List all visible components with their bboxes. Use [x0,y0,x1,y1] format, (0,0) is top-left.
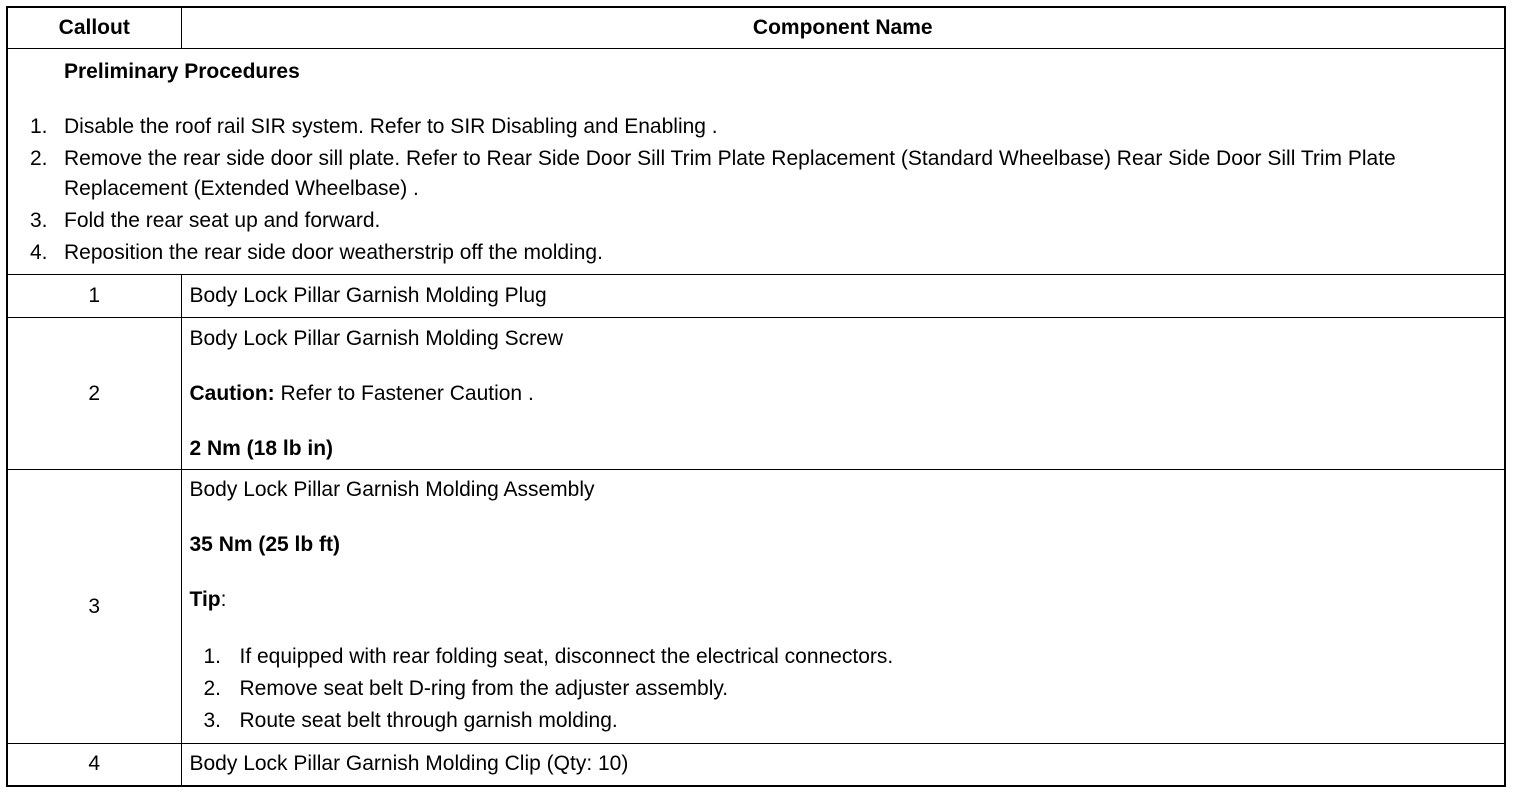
preliminary-cell [7,49,1505,275]
step-number: 1. [30,114,48,138]
preliminary-steps [30,112,1492,268]
component-name: Body Lock Pillar Garnish Molding Assembly [189,478,595,501]
preliminary-row [7,49,1505,275]
preliminary-title: Preliminary Procedures [64,59,300,83]
header-callout: Callout [7,7,181,49]
header-row [7,7,1505,49]
callout-cell: 1 [7,275,181,318]
component-name-cell [181,318,1505,470]
tip-step [204,641,1497,673]
tip-number: 1. [203,645,222,668]
callout-cell: 4 [7,744,181,786]
table-row [7,470,1505,744]
tip-label: Tip [189,588,221,611]
step-number: 4. [30,240,48,264]
step-text: Fold the rear seat up and forward. [64,208,381,232]
preliminary-step [30,206,1492,236]
tip-text: Route seat belt through garnish molding. [239,709,618,732]
tip-text: If equipped with rear folding seat, disconnect the electrical connectors. [239,645,894,668]
caution-label: Caution: [189,381,275,405]
preliminary-step [30,112,1492,142]
tip-colon: : [220,588,227,611]
step-number: 2. [30,146,48,170]
step-text: Remove the rear side door sill plate. Refer to Rear Side Door Sill Trim Plate Replacement (Standard Wheelbase) Rear Side Door Sill Trim Plate Replacement (Extended Wheelbase) . [64,146,1396,200]
tip-steps [190,641,1497,737]
torque-spec: 35 Nm (25 lb ft) [189,533,341,556]
step-text: Reposition the rear side door weatherstrip off the molding. [64,240,603,264]
callout-cell: 2 [7,318,181,470]
component-name-cell [181,470,1505,744]
tip-step [204,705,1497,737]
tip-number: 3. [203,709,222,732]
header-component-name: Component Name [181,7,1505,49]
tip-line [190,586,1497,614]
component-name-cell: Body Lock Pillar Garnish Molding Plug [181,275,1505,318]
table-row [7,318,1505,470]
step-text: Disable the roof rail SIR system. Refer to SIR Disabling and Enabling . [64,114,718,138]
table-row [7,275,1505,318]
component-name-cell: Body Lock Pillar Garnish Molding Clip (Qty: 10) [181,744,1505,786]
component-name: Body Lock Pillar Garnish Molding Screw [189,326,563,350]
tip-number: 2. [203,677,222,700]
tip-step [204,673,1497,705]
step-number: 3. [30,208,48,232]
preliminary-step [30,238,1492,268]
preliminary-step [30,144,1492,204]
torque-spec: 2 Nm (18 lb in) [189,436,334,460]
caution-line [190,380,1497,408]
tip-text: Remove seat belt D-ring from the adjuster assembly. [239,677,729,700]
procedure-table [6,6,1506,787]
callout-cell: 3 [7,470,181,744]
caution-text: Refer to Fastener Caution . [274,381,534,405]
table-row [7,744,1505,786]
